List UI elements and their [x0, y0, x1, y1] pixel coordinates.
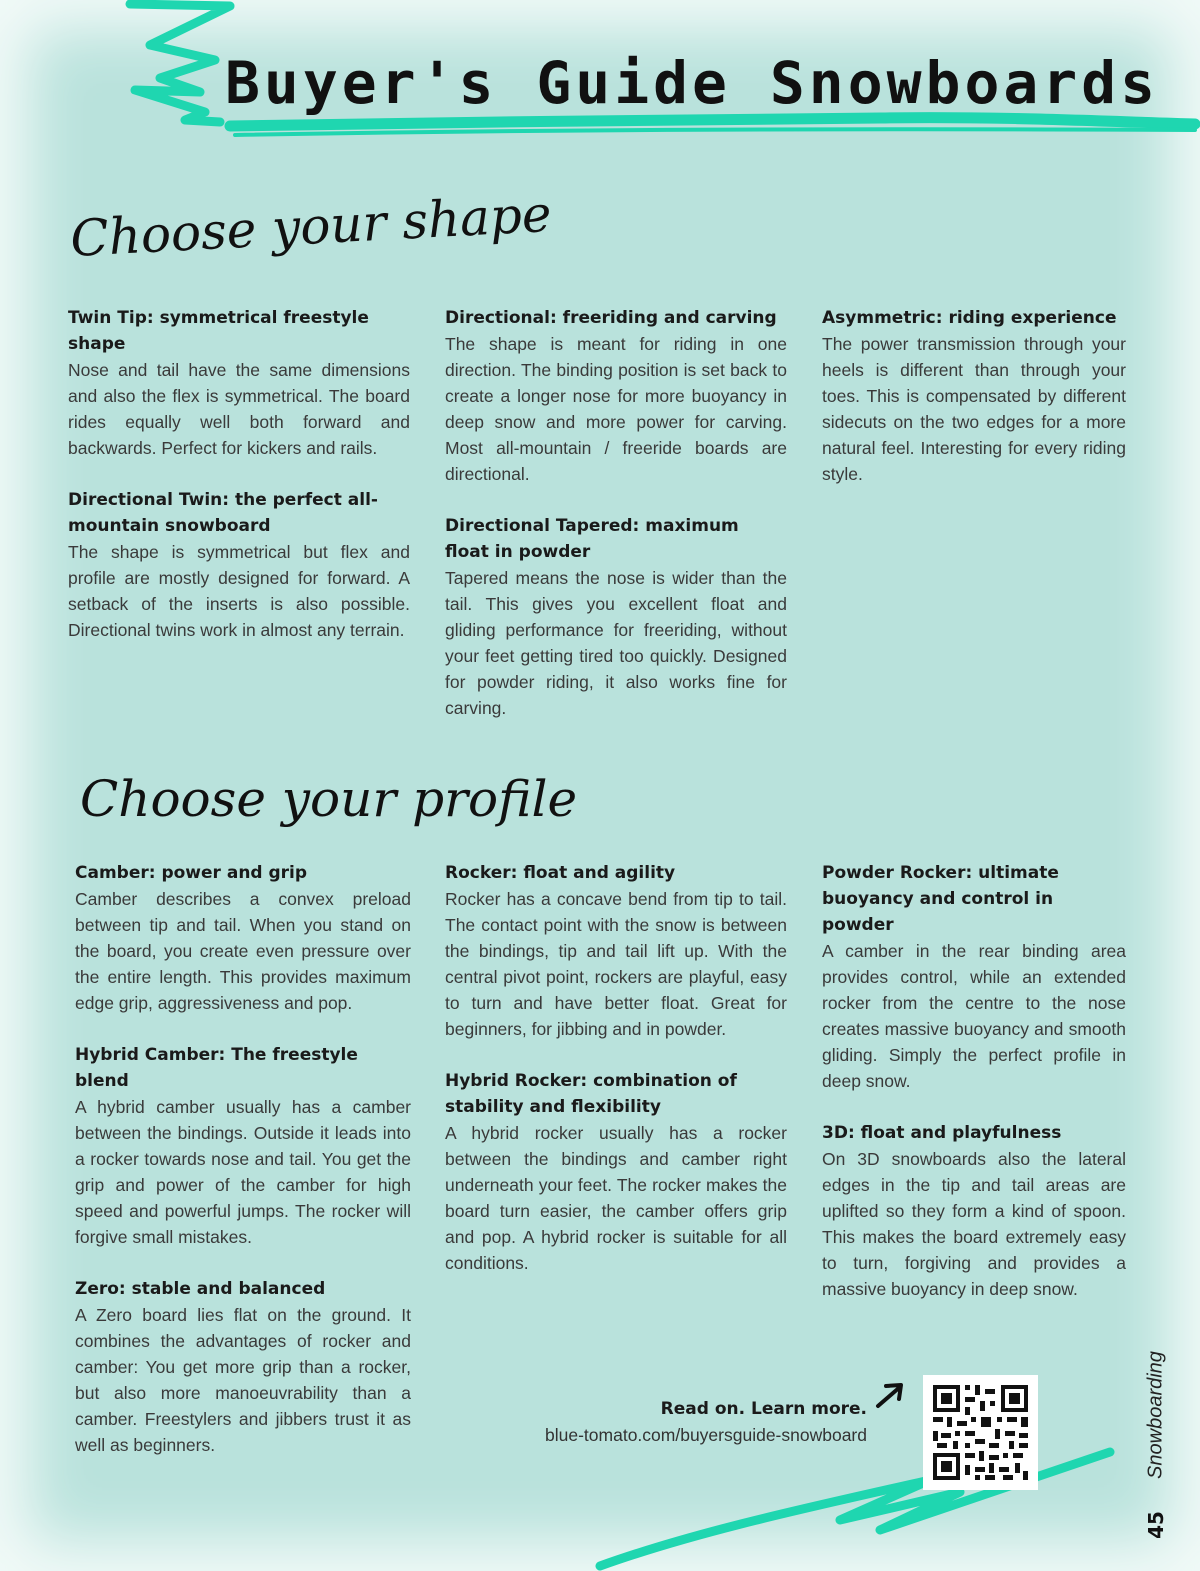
item-text: Tapered means the nose is wider than the tail. This gives you excellent float and gliding performance for freeriding, without your feet getting tired too quickly. Designed for powder riding, it also works fine for carving. — [445, 568, 787, 718]
item-title: Hybrid Camber: The freestyle blend — [75, 1045, 358, 1091]
item-text: A camber in the rear binding area provides control, while an extended rocker from the centre to the nose creates massive buoyancy and smooth gliding. Simply the perfect profile in deep snow. — [822, 941, 1126, 1091]
item-title: Powder Rocker: ultimate buoyancy and control in powder — [822, 863, 1059, 935]
item-text: Rocker has a concave bend from tip to tail. The contact point with the snow is between the bindings, tip and tail lift up. With the central pivot point, rockers are playful, easy to turn and have better float. Great for beginners, for jibbing and in powder. — [445, 889, 787, 1039]
shape-column-1 — [68, 305, 410, 669]
profile-column-1 — [75, 860, 411, 1484]
item-title: Zero: stable and balanced — [75, 1279, 326, 1299]
shape-column-2 — [445, 305, 787, 747]
shape-item — [68, 487, 410, 643]
side-label-text: Snowboarding — [1144, 1351, 1167, 1479]
shape-item — [445, 305, 787, 487]
read-on-block — [545, 1396, 867, 1448]
profile-section-heading: Choose your profile — [80, 770, 578, 828]
profile-item — [822, 860, 1126, 1094]
shape-item — [68, 305, 410, 461]
item-title: Directional Twin: the perfect all-mountain snowboard — [68, 490, 378, 536]
item-title: Directional: freeriding and carving — [445, 308, 777, 328]
item-text: Camber describes a convex preload between tip and tail. When you stand on the board, you create even pressure over the entire length. This provides maximum edge grip, aggressiveness and pop. — [75, 889, 411, 1013]
shape-item — [445, 513, 787, 721]
arrow-up-right-icon — [872, 1380, 908, 1410]
read-on-link[interactable]: blue-tomato.com/buyersguide-snowboard — [545, 1425, 867, 1445]
profile-column-2 — [445, 860, 787, 1302]
qr-code-icon[interactable] — [923, 1375, 1038, 1490]
section-side-label — [1138, 1340, 1174, 1490]
item-text: A hybrid camber usually has a camber between the bindings. Outside it leads into a rocker towards nose and tail. You get the grip and power of the camber for high speed and powerful jumps. The rocker will forgive small mistakes. — [75, 1097, 411, 1247]
item-title: Twin Tip: symmetrical freestyle shape — [68, 308, 369, 354]
item-title: Camber: power and grip — [75, 863, 308, 883]
page-title: Buyer's Guide Snowboards — [225, 49, 1160, 117]
shape-column-3 — [822, 305, 1126, 513]
item-title: Asymmetric: riding experience — [822, 308, 1117, 328]
profile-item — [75, 1276, 411, 1458]
profile-item — [75, 860, 411, 1016]
item-title: Rocker: float and agility — [445, 863, 676, 883]
item-title: Directional Tapered: maximum float in powder — [445, 516, 739, 562]
page-number-text: 45 — [1144, 1511, 1168, 1539]
profile-item — [445, 860, 787, 1042]
shape-item — [822, 305, 1126, 487]
item-title: 3D: float and playfulness — [822, 1123, 1062, 1143]
item-text: A Zero board lies flat on the ground. It combines the advantages of rocker and camber: You get more grip than a rocker, but also more manoeuvrability than a camber. Freestylers and jibbers trust it as well as beginners. — [75, 1305, 411, 1455]
item-title: Hybrid Rocker: combination of stability and flexibility — [445, 1071, 737, 1117]
shape-section-heading: Choose your shape — [68, 184, 553, 268]
page-number — [1138, 1500, 1174, 1550]
qr-code-graphic — [923, 1375, 1038, 1490]
item-text: The shape is meant for riding in one direction. The binding position is set back to create a longer nose for more buoyancy in deep snow and more power for carving. Most all-mountain / freeride boards are directional. — [445, 334, 787, 484]
item-text: A hybrid rocker usually has a rocker between the bindings and camber right underneath your feet. The rocker makes the board turn easier, the camber offers grip and pop. A hybrid rocker is suitable for all conditions. — [445, 1123, 787, 1273]
item-text: The shape is symmetrical but flex and profile are mostly designed for forward. A setback of the inserts is also possible. Directional twins work in almost any terrain. — [68, 542, 410, 640]
item-text: Nose and tail have the same dimensions and also the flex is symmetrical. The board rides equally well both forward and backwards. Perfect for kickers and rails. — [68, 360, 410, 458]
item-text: The power transmission through your heels is different than through your toes. This is compensated by different sidecuts on the two edges for a more natural feel. Interesting for every riding style. — [822, 334, 1126, 484]
profile-item — [822, 1120, 1126, 1302]
profile-item — [445, 1068, 787, 1276]
item-text: On 3D snowboards also the lateral edges in the tip and tail areas are uplifted so they form a kind of spoon. This makes the board extremely easy to turn, forgiving and provides a massive buoyancy in deep snow. — [822, 1149, 1126, 1299]
read-on-title: Read on. Learn more. — [660, 1399, 867, 1419]
profile-item — [75, 1042, 411, 1250]
profile-column-3 — [822, 860, 1126, 1328]
